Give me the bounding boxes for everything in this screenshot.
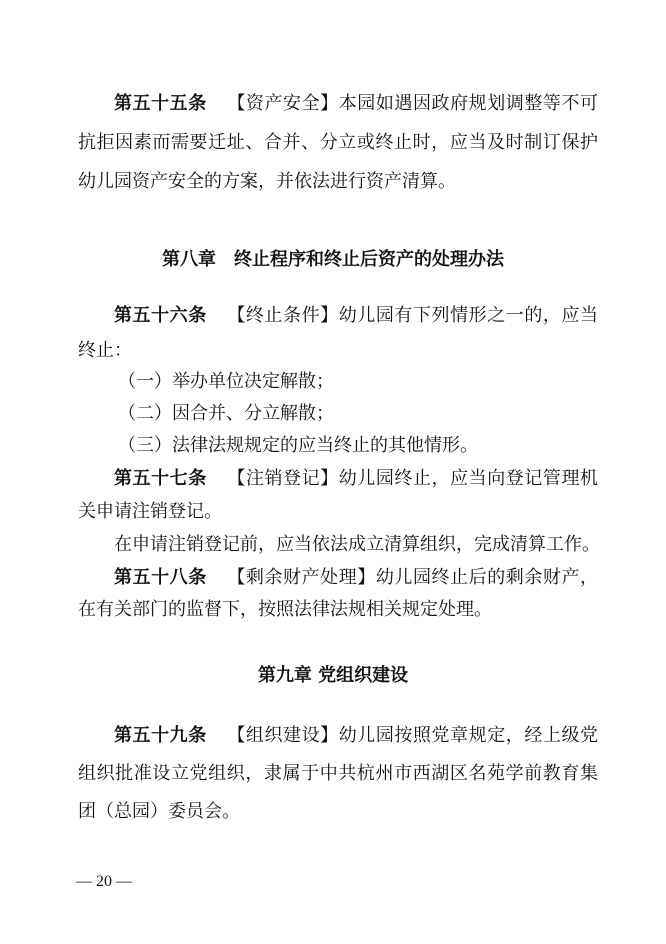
article-57-paragraph-2: 在申请注销登记前，应当依法成立清算组织，完成清算工作。 xyxy=(114,534,600,555)
article-56-tag: 【终止条件】 xyxy=(226,305,339,326)
chapter-8-heading: 第八章 终止程序和终止后资产的处理办法 xyxy=(162,249,504,270)
article-55-line-2: 抗拒因素而需要迁址、合并、分立或终止时，应当及时制订保护 xyxy=(78,132,598,153)
article-58-text-1: 幼儿园终止后的剩余财产， xyxy=(375,567,599,588)
article-58-line-2: 在有关部门的监督下，按照法律法规相关规定处理。 xyxy=(78,599,492,620)
article-56-item-3: （三）法律法规规定的应当终止的其他情形。 xyxy=(118,435,478,456)
article-59-number: 第五十九条 xyxy=(114,725,207,746)
article-57-line-2: 关申请注销登记。 xyxy=(78,501,222,522)
article-57-line-1 xyxy=(114,467,598,491)
article-56-item-1: （一）举办单位决定解散； xyxy=(118,371,334,392)
article-56-line-1 xyxy=(114,304,598,328)
article-55-number: 第五十五条 xyxy=(114,93,207,114)
article-57-number: 第五十七条 xyxy=(114,468,207,489)
article-55-line-1 xyxy=(114,92,598,116)
article-58-number: 第五十八条 xyxy=(114,567,207,588)
article-59-tag: 【组织建设】 xyxy=(226,725,339,746)
article-55-tag: 【资产安全】 xyxy=(226,93,339,114)
chapter-9-heading: 第九章 党组织建设 xyxy=(257,665,409,686)
article-58-line-1 xyxy=(114,566,598,590)
article-56-number: 第五十六条 xyxy=(114,305,207,326)
article-59-text-1: 幼儿园按照党章规定，经上级党 xyxy=(338,725,599,746)
article-59-line-2: 组织批准设立党组织，隶属于中共杭州市西湖区名苑学前教育集 xyxy=(78,763,598,784)
article-57-text-1: 幼儿园终止，应当向登记管理机 xyxy=(338,468,599,489)
article-56-item-2: （二）因合并、分立解散； xyxy=(118,403,334,424)
article-56-text-1: 幼儿园有下列情形之一的，应当 xyxy=(338,305,599,326)
article-55-line-3: 幼儿园资产安全的方案，并依法进行资产清算。 xyxy=(78,171,456,192)
article-58-tag: 【剩余财产处理】 xyxy=(226,567,376,588)
article-59-line-3: 团（总园）委员会。 xyxy=(78,801,240,822)
article-57-tag: 【注销登记】 xyxy=(226,468,339,489)
article-55-text-1: 本园如遇因政府规划调整等不可 xyxy=(338,93,599,114)
article-56-line-2: 终止： xyxy=(78,340,132,361)
article-59-line-1 xyxy=(114,724,598,748)
page-number: — 20 — xyxy=(76,873,132,890)
